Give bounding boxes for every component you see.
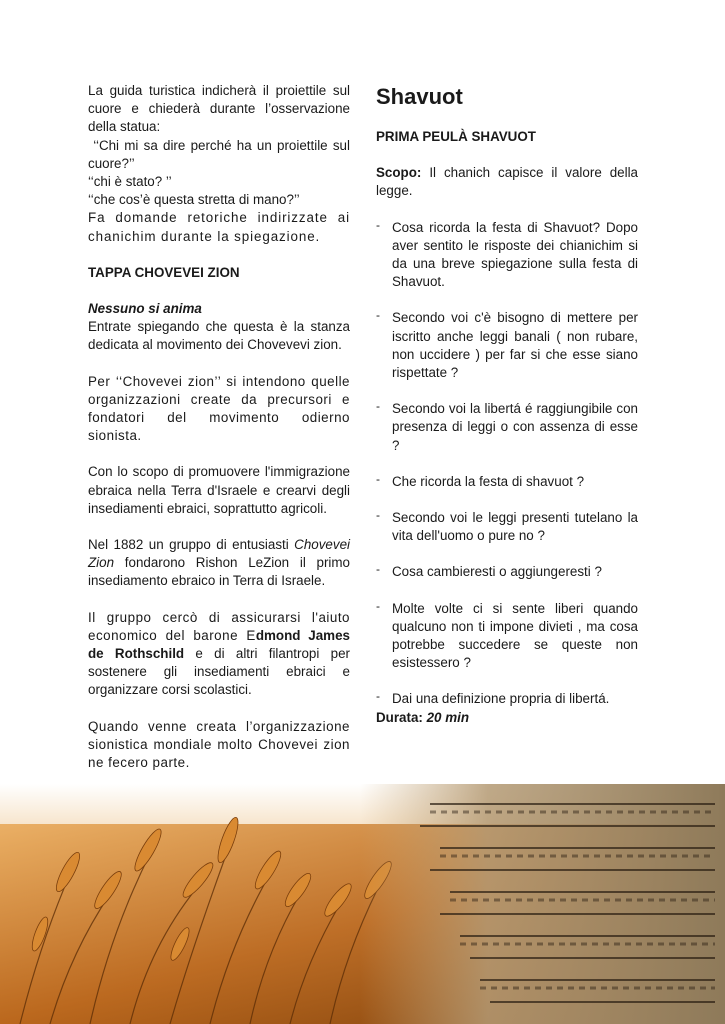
list-item: - Molte volte ci si sente liberi quando qualcuno non ti impone divieti , ma cosa potrebbe succedere se queste non esistessero ? bbox=[376, 600, 638, 673]
paragraph-rothschild bbox=[88, 609, 350, 700]
question-list bbox=[376, 219, 638, 709]
scopo-text: Il chanich capisce il valore della legge. bbox=[376, 165, 638, 199]
question-2: ‘‘chi è stato? ’’ bbox=[88, 174, 172, 190]
p7-bold: dmond James de Rothschild bbox=[88, 627, 350, 662]
question-3: ‘‘che cos’è questa stretta di mano?’’ bbox=[88, 192, 300, 208]
durata-line bbox=[376, 709, 638, 727]
intro-line-1: La guida turistica indicherà il proiettile sul bbox=[88, 83, 350, 98]
paragraph-organizzazione: Quando venne creata l’organizzazione sionistica mondiale molto Chovevei zion ne fecero parte. bbox=[88, 718, 350, 771]
page-title: Shavuot bbox=[376, 84, 463, 109]
list-item: - Che ricorda la festa di shavuot ? bbox=[376, 473, 638, 491]
intro-line-2: cuore e chiederà durante l’osservazione bbox=[88, 101, 350, 117]
right-column bbox=[376, 82, 638, 727]
rhetorical-paragraph: Fa domande retoriche indirizzate ai chanichim durante la spiegazione. bbox=[88, 210, 350, 244]
p6-text-b: fondarono Rishon LeZion il primo insediamento ebraico in Terra di Israele. bbox=[88, 555, 350, 589]
list-item: - Cosa cambieresti o aggiungeresti ? bbox=[376, 563, 638, 581]
intro-paragraph bbox=[88, 82, 350, 137]
intro-line-3: della statua: bbox=[88, 119, 161, 135]
question-1: ‘‘Chi mi sa dire perché ha un proiettile sul cuore?’’ bbox=[88, 137, 354, 171]
paragraph-chovevei: Per ‘‘Chovevei zion’’ si intendono quelle organizzazioni create da precursori e fondatori del movimento odierno sionista. bbox=[88, 373, 350, 444]
section-heading: PRIMA PEULÀ SHAVUOT bbox=[376, 129, 536, 144]
p6-text-a: Nel 1882 un gruppo di entusiasti bbox=[88, 537, 295, 553]
list-item: - Secondo voi le leggi presenti tutelano la vita dell'uomo o pure no ? bbox=[376, 509, 638, 545]
p7-text-a: Il gruppo cercò di assicurarsi l'aiuto economico del barone E bbox=[88, 609, 350, 643]
durata-value: 20 min bbox=[426, 709, 470, 725]
left-column bbox=[88, 82, 354, 772]
list-item: - Cosa ricorda la festa di Shavuot? Dopo aver sentito le risposte dei chianichim si da una breve spiegazione sulla festa di Shavuot. bbox=[376, 219, 638, 292]
p7-text-b: e di altri filantropi per sostenere gli insediamenti ebraici e organizzare corsi scolastici. bbox=[88, 646, 351, 698]
list-item: - Secondo voi c'è bisogno di mettere per iscritto anche leggi banali ( non rubare, non uccidere ) per far si che esse siano rispettate ? bbox=[376, 309, 638, 382]
scopo-paragraph bbox=[376, 164, 638, 200]
list-item: - Secondo voi la libertá é raggiungibile con presenza di leggi o con assenza di esse ? bbox=[376, 400, 638, 455]
paragraph-stanza: Entrate spiegando che questa è la stanza dedicata al movimento dei Chovevevi zion. bbox=[88, 319, 350, 353]
paragraph-scopo: Con lo scopo di promuovere l'immigrazione ebraica nella Terra d'Israele e crearvi degli insediamenti ebraici, soprattutto agricoli. bbox=[88, 464, 350, 516]
wheat-and-scroll-photo bbox=[0, 784, 725, 1024]
photo-illustration bbox=[0, 784, 725, 1024]
p6-italic: Chovevei Zion bbox=[88, 537, 350, 571]
list-item: - Dai una definizione propria di libertá. bbox=[376, 690, 638, 708]
durata-label: Durata: bbox=[376, 709, 427, 725]
paragraph-1882 bbox=[88, 536, 350, 591]
tappa-heading: TAPPA CHOVEVEI ZION bbox=[88, 264, 240, 280]
scopo-label: Scopo: bbox=[376, 165, 422, 181]
subheading: Nessuno si anima bbox=[88, 301, 202, 317]
